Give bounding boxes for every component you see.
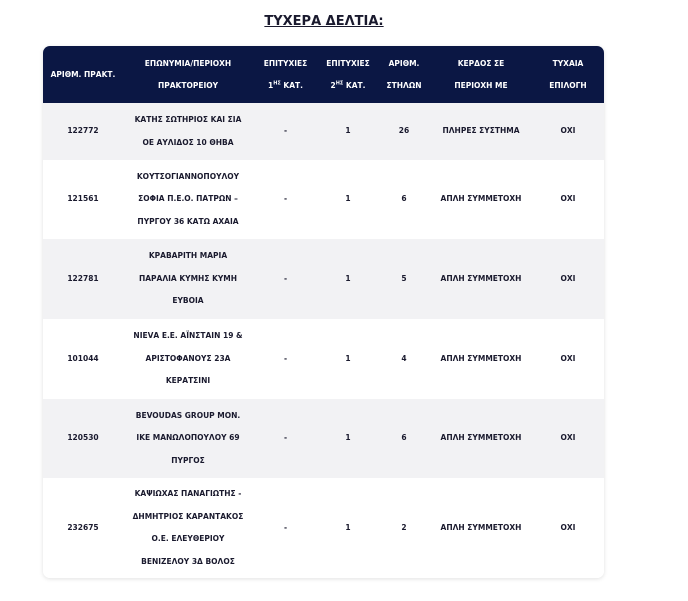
second-category-cell: 1 <box>345 353 351 363</box>
win-type-cell: ΑΠΛΗ ΣΥΜΜΕΤΟΧΗ <box>440 353 522 363</box>
address-line: ΚΡΑΒΑΡΙΤΗ ΜΑΡΙΑ <box>148 251 228 261</box>
header-win-type: ΚΕΡΔΟΣ ΣΕ ΠΕΡΙΟΧΗ ΜΕ <box>454 58 508 90</box>
agency-address-cell <box>123 478 253 578</box>
agency-address-cell <box>123 103 253 160</box>
address-line: ΑΡΙΣΤΟΦΑΝΟΥΣ 23Α <box>145 353 231 363</box>
table-row <box>43 239 604 319</box>
table-row <box>43 103 604 160</box>
first-category-cell: - <box>283 273 288 283</box>
results-table <box>43 46 604 578</box>
address-line: ΠΥΡΓΟΣ <box>171 455 205 465</box>
address-line: Ο.Ε. ΕΛΕΥΘΕΡΙΟΥ <box>151 534 225 543</box>
first-category-cell: - <box>283 433 288 443</box>
agency-code-cell: 101044 <box>67 353 99 363</box>
address-line: ΕΥΒΟΙΑ <box>172 296 204 306</box>
win-type-cell: ΑΠΛΗ ΣΥΜΜΕΤΟΧΗ <box>440 273 522 283</box>
address-line: ΔΗΜΗΤΡΙΟΣ ΚΑΡΑΝΤΑΚΟΣ <box>132 511 244 521</box>
agency-code-cell: 120530 <box>67 433 99 443</box>
second-category-cell: 1 <box>345 433 351 443</box>
columns-count-cell: 26 <box>398 126 410 136</box>
address-line: ΚΑΤΗΣ ΣΩΤΗΡΙΟΣ ΚΑΙ ΣΙΑ <box>134 115 242 124</box>
address-line: BEVOUDAS GROUP ΜΟΝ. <box>135 410 241 420</box>
header-random-pick: ΤΥΧΑΙΑ ΕΠΙΛΟΓΗ <box>549 58 587 90</box>
first-category-cell: - <box>283 353 288 363</box>
header-first-category: ΕΠΙΤΥΧΙΕΣ $1^{H\Sigma}$ ΚΑΤ. <box>263 58 308 90</box>
second-category-cell: 1 <box>345 126 351 136</box>
address-line: ΣΟΦΙΑ Π.Ε.Ο. ΠΑΤΡΩΝ – <box>138 194 238 204</box>
address-line: ΙΚΕ ΜΑΝΩΛΟΠΟΥΛΟΥ 69 <box>136 433 240 443</box>
address-line: ΠΑΡΑΛΙΑ ΚΥΜΗΣ ΚΥΜΗ <box>138 273 238 283</box>
address-line: ΚΟΥΤΣΟΓΙΑΝΝΟΠΟΥΛΟΥ <box>136 171 240 181</box>
address-line: ΚΕΡΑΤΣΙΝΙ <box>165 376 211 386</box>
address-line: ΒΕΝΙΖΕΛΟΥ 3Δ ΒΟΛΟΣ <box>141 556 235 566</box>
second-category-cell: 1 <box>345 194 351 204</box>
header-agency-name: ΕΠΩΝΥΜΙΑ/ΠΕΡΙΟΧΗ ΠΡΑΚΤΟΡΕΙΟΥ <box>144 58 232 90</box>
table-row <box>43 478 604 578</box>
header-columns: ΑΡΙΘΜ. ΣΤΗΛΩΝ <box>386 58 422 90</box>
header-second-category: ΕΠΙΤΥΧΙΕΣ $2^{H\Sigma}$ ΚΑΤ. <box>326 58 370 90</box>
random-pick-cell: ΟΧΙ <box>560 522 576 532</box>
win-type-cell: ΑΠΛΗ ΣΥΜΜΕΤΟΧΗ <box>440 522 522 532</box>
address-line: ΟΕ ΑΥΛΙΔΟΣ 10 ΘΗΒΑ <box>142 137 234 147</box>
columns-count-cell: 6 <box>401 433 407 443</box>
agency-code-cell: 122772 <box>67 126 99 136</box>
random-pick-cell: ΟΧΙ <box>560 194 576 204</box>
win-type-cell: ΑΠΛΗ ΣΥΜΜΕΤΟΧΗ <box>440 433 522 443</box>
table-row <box>43 319 604 399</box>
table-body <box>43 103 604 578</box>
address-line: ΠΥΡΓΟΥ 36 ΚΑΤΩ ΑΧΑΙΑ <box>137 216 239 226</box>
first-category-cell: - <box>283 194 288 204</box>
win-type-cell: ΠΛΗΡΕΣ ΣΥΣΤΗΜΑ <box>442 126 520 136</box>
agency-address-cell <box>123 239 253 319</box>
winning-tickets-table <box>43 46 604 578</box>
columns-count-cell: 6 <box>401 194 407 204</box>
random-pick-cell: ΟΧΙ <box>560 353 576 363</box>
table-row <box>43 399 604 478</box>
second-category-cell: 1 <box>345 522 351 532</box>
table-row <box>43 160 604 239</box>
second-category-cell: 1 <box>345 273 351 283</box>
agency-address-cell <box>123 160 253 239</box>
agency-address-cell <box>123 319 253 399</box>
random-pick-cell: ΟΧΙ <box>560 273 576 283</box>
table-header-row <box>43 46 604 103</box>
address-line: ΝΙΕVΑ Ε.Ε. ΑΪΝΣΤΑΙΝ 19 & <box>133 331 243 341</box>
agency-code-cell: 232675 <box>67 522 99 532</box>
columns-count-cell: 2 <box>401 522 407 532</box>
address-line: ΚΑΨΙΩΧΑΣ ΠΑΝΑΓΙΩΤΗΣ - <box>134 489 242 498</box>
agency-code-cell: 122781 <box>67 273 99 283</box>
random-pick-cell: ΟΧΙ <box>560 433 576 443</box>
page-title: ΤΥΧΕΡΑ ΔΕΛΤΙΑ: <box>264 14 384 29</box>
first-category-cell: - <box>283 522 288 532</box>
header-agency-code: ΑΡΙΘΜ. ΠΡΑΚΤ. <box>50 69 116 79</box>
columns-count-cell: 5 <box>401 273 407 283</box>
agency-code-cell: 121561 <box>67 194 99 204</box>
win-type-cell: ΑΠΛΗ ΣΥΜΜΕΤΟΧΗ <box>440 194 522 204</box>
random-pick-cell: ΟΧΙ <box>560 126 576 136</box>
columns-count-cell: 4 <box>401 353 407 363</box>
agency-address-cell <box>123 399 253 478</box>
first-category-cell: - <box>283 126 288 136</box>
